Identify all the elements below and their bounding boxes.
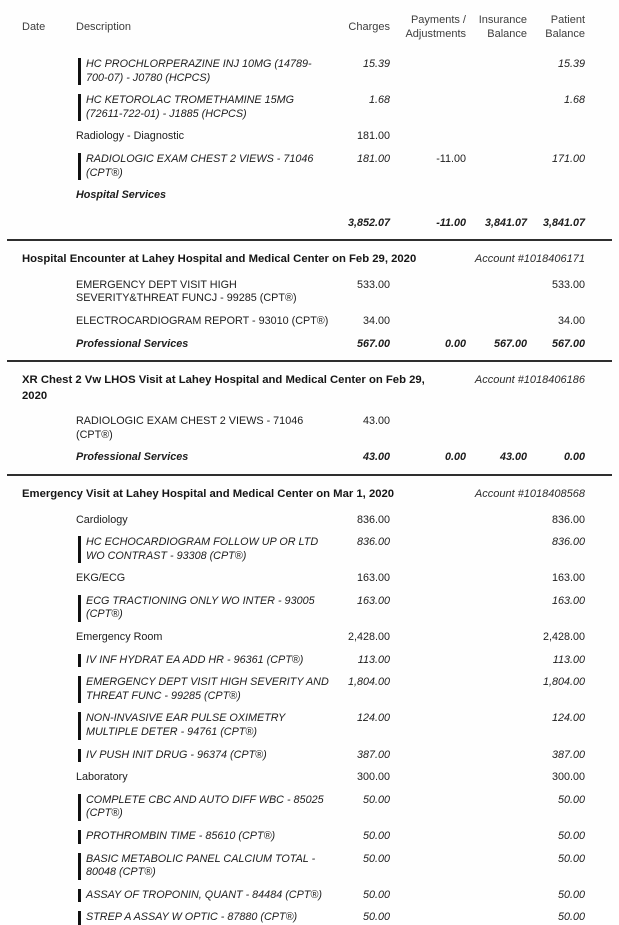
section-divider [7, 474, 612, 476]
insurance-balance-cell: 567.00 [493, 337, 527, 350]
charges-cell: 50.00 [362, 852, 390, 865]
charges-cell: 50.00 [362, 793, 390, 806]
service-description-cell: Hospital Services [76, 189, 167, 202]
payments-adjustments-cell: -11.00 [436, 152, 466, 165]
section-header [22, 252, 585, 268]
charge-row [22, 58, 619, 85]
column-header-date: Date [22, 21, 46, 33]
charges-cell: 1,804.00 [347, 676, 390, 689]
charge-row [22, 771, 619, 785]
payments-adjustments-cell: -11.00 [436, 216, 466, 229]
charge-row [22, 830, 619, 844]
service-description-cell: BASIC METABOLIC PANEL CALCIUM TOTAL - 80048 (CPT®) [78, 853, 338, 880]
charge-row [22, 572, 619, 586]
charge-row [22, 279, 619, 306]
charges-cell: 50.00 [362, 888, 390, 901]
charge-row [22, 217, 619, 231]
charge-row [22, 853, 619, 880]
service-description-cell: IV INF HYDRAT EA ADD HR - 96361 (CPT®) [78, 654, 338, 668]
section-title: Hospital Encounter at Lahey Hospital and Medical Center on Feb 29, 2020 [22, 253, 417, 266]
charges-cell: 836.00 [356, 536, 390, 549]
column-header-patient-line1: Patient [550, 14, 585, 26]
charge-row [22, 94, 619, 121]
charge-row [22, 654, 619, 668]
service-description-cell: RADIOLOGIC EXAM CHEST 2 VIEWS - 71046 (CPT®) [78, 153, 338, 180]
charge-row [22, 415, 619, 442]
column-header-payments-line2: Adjustments [405, 28, 466, 40]
service-description-cell: Professional Services [76, 451, 189, 464]
service-description-cell: Professional Services [76, 337, 189, 350]
section-account-number: Account #1018408568 [474, 488, 585, 500]
column-header-patient-balance [527, 13, 585, 41]
charges-cell: 43.00 [362, 415, 390, 428]
patient-balance-cell: 1,804.00 [542, 676, 585, 689]
charges-cell: 533.00 [356, 278, 390, 291]
charge-row [22, 595, 619, 622]
charges-cell: 124.00 [356, 712, 390, 725]
charges-cell: 387.00 [356, 748, 390, 761]
column-header-insurance-balance [466, 13, 527, 41]
charge-row [22, 676, 619, 703]
service-description-cell: EKG/ECG [76, 572, 126, 585]
patient-balance-cell: 2,428.00 [542, 631, 585, 644]
charge-row [22, 189, 619, 203]
sections [0, 58, 619, 925]
patient-balance-cell: 50.00 [557, 830, 585, 842]
column-header-payments-line1: Payments / [410, 14, 466, 26]
service-description-cell: EMERGENCY DEPT VISIT HIGH SEVERITY&THREAT FUNCJ - 99285 (CPT®) [76, 278, 297, 305]
patient-balance-cell: 50.00 [557, 888, 585, 901]
table-header [22, 13, 619, 41]
charges-cell: 163.00 [356, 572, 390, 585]
section-header [22, 373, 585, 404]
charges-cell: 163.00 [356, 594, 390, 607]
patient-balance-cell: 124.00 [551, 712, 585, 725]
patient-balance-cell: 567.00 [551, 337, 585, 350]
charge-row [22, 889, 619, 903]
patient-balance-cell: 113.00 [552, 653, 585, 666]
charge-row [22, 514, 619, 528]
section-account-number: Account #1018406186 [474, 374, 585, 387]
encounter-section [0, 487, 619, 925]
insurance-balance-cell: 3,841.07 [484, 216, 527, 229]
charges-cell: 43.00 [362, 451, 390, 464]
payments-adjustments-cell: 0.00 [444, 451, 466, 464]
column-header-insurance-line2: Balance [487, 28, 527, 40]
charges-cell: 181.00 [356, 152, 390, 165]
column-header-insurance-line1: Insurance [478, 14, 527, 26]
payments-adjustments-cell: 0.00 [444, 337, 466, 350]
service-description-cell: RADIOLOGIC EXAM CHEST 2 VIEWS - 71046 (CPT®) [76, 415, 304, 441]
section-title: XR Chest 2 Vw LHOS Visit at Lahey Hospital and Medical Center on Feb 29, 2020 [22, 374, 425, 402]
service-description-cell: Emergency Room [76, 631, 163, 644]
section-rows [0, 514, 619, 925]
patient-balance-cell: 50.00 [557, 793, 585, 806]
charges-cell: 50.00 [362, 830, 390, 842]
charge-row [22, 451, 619, 465]
charge-row [22, 911, 619, 925]
charge-row [22, 315, 619, 329]
service-description-cell: Radiology - Diagnostic [76, 130, 185, 143]
column-header-description: Description [76, 21, 132, 33]
patient-balance-cell: 163.00 [551, 572, 585, 585]
column-header-charges: Charges [348, 21, 390, 33]
patient-balance-cell: 300.00 [551, 771, 585, 784]
charges-cell: 181.00 [356, 130, 390, 143]
patient-balance-cell: 0.00 [563, 451, 585, 464]
service-description-cell: ECG TRACTIONING ONLY WO INTER - 93005 (CPT®) [78, 595, 338, 622]
section-account-number: Account #1018406171 [474, 253, 585, 266]
service-description-cell: STREP A ASSAY W OPTIC - 87880 (CPT®) [78, 911, 338, 925]
patient-balance-cell: 533.00 [551, 278, 585, 291]
charges-cell: 2,428.00 [347, 631, 390, 644]
service-description-cell: EMERGENCY DEPT VISIT HIGH SEVERITY AND THREAT FUNC - 99285 (CPT®) [78, 676, 338, 703]
service-description-cell: Laboratory [76, 771, 128, 784]
charge-row [22, 631, 619, 645]
patient-balance-cell: 836.00 [551, 513, 585, 526]
patient-balance-cell: 836.00 [551, 536, 585, 549]
patient-balance-cell: 50.00 [557, 852, 585, 865]
service-description-cell: HC KETOROLAC TROMETHAMINE 15MG (72611-722-01) - J1885 (HCPCS) [78, 94, 338, 121]
service-description-cell: IV PUSH INIT DRUG - 96374 (CPT®) [78, 749, 338, 763]
section-title: Emergency Visit at Lahey Hospital and Medical Center on Mar 1, 2020 [22, 488, 395, 500]
charges-cell: 1.68 [368, 94, 390, 107]
encounter-section [0, 58, 619, 241]
patient-balance-cell: 34.00 [557, 315, 585, 328]
charge-row [22, 338, 619, 352]
patient-balance-cell: 171.00 [551, 152, 585, 165]
service-description-cell: ELECTROCARDIOGRAM REPORT - 93010 (CPT®) [76, 315, 329, 328]
column-header-patient-line2: Balance [545, 28, 585, 40]
charges-cell: 34.00 [362, 315, 390, 328]
service-description-cell: PROTHROMBIN TIME - 85610 (CPT®) [78, 830, 338, 844]
charge-row [22, 794, 619, 821]
charge-row [22, 749, 619, 763]
service-description-cell: HC ECHOCARDIOGRAM FOLLOW UP OR LTD WO CONTRAST - 93308 (CPT®) [78, 536, 338, 563]
patient-balance-cell: 15.39 [557, 58, 585, 70]
service-description-cell: ASSAY OF TROPONIN, QUANT - 84484 (CPT®) [78, 889, 338, 903]
section-divider [7, 360, 612, 362]
charges-cell: 113.00 [357, 653, 390, 666]
insurance-balance-cell: 43.00 [499, 451, 527, 464]
encounter-section [0, 252, 619, 362]
service-description-cell: Cardiology [76, 513, 128, 526]
patient-balance-cell: 163.00 [551, 594, 585, 607]
charges-cell: 836.00 [356, 513, 390, 526]
charges-cell: 567.00 [356, 337, 390, 350]
section-rows [0, 58, 619, 230]
section-divider [7, 239, 612, 241]
encounter-section [0, 373, 619, 476]
charge-row [22, 536, 619, 563]
section-rows [0, 279, 619, 351]
charges-cell: 300.00 [356, 771, 390, 784]
charges-cell: 15.39 [362, 58, 390, 70]
charge-row [22, 712, 619, 739]
service-description-cell: NON-INVASIVE EAR PULSE OXIMETRY MULTIPLE DETER - 94761 (CPT®) [78, 712, 338, 739]
patient-balance-cell: 50.00 [557, 911, 585, 924]
section-rows [0, 415, 619, 465]
patient-balance-cell: 3,841.07 [542, 216, 585, 229]
section-header [22, 487, 585, 503]
charge-row [22, 153, 619, 180]
charges-cell: 3,852.07 [347, 216, 390, 229]
patient-balance-cell: 387.00 [551, 748, 585, 761]
charge-row [22, 130, 619, 144]
column-header-payments-adjustments [390, 13, 466, 41]
service-description-cell: COMPLETE CBC AND AUTO DIFF WBC - 85025 (CPT®) [78, 794, 338, 821]
service-description-cell: HC PROCHLORPERAZINE INJ 10MG (14789-700-07) - J0780 (HCPCS) [78, 58, 338, 85]
patient-balance-cell: 1.68 [563, 94, 585, 107]
charges-cell: 50.00 [362, 911, 390, 924]
